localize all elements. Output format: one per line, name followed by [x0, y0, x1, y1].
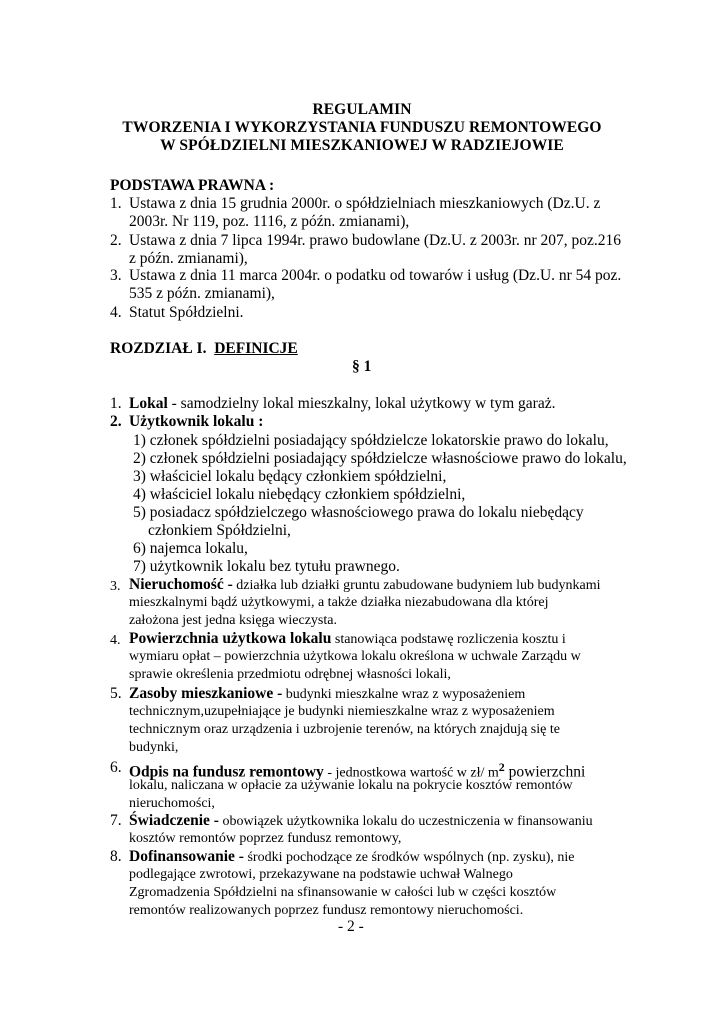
legal-item-text: Statut Spółdzielni. [129, 304, 244, 321]
definition-text: obowiązek użytkownika lokalu do uczestniczenia w finansowaniu [218, 814, 593, 829]
definition-text: sprawie określenia przedmiotu odrębnej własności lokali, [129, 667, 451, 682]
paragraph-symbol: § 1 [352, 358, 372, 375]
definition-term: Lokal [129, 395, 168, 412]
definition-text: technicznym oraz urządzenia i uzbrojenie terenów, na których znajdują się te [129, 722, 560, 737]
definition-term: Nieruchomość - [129, 576, 233, 593]
legal-item-text: z późn. zmianami), [129, 250, 248, 267]
chapter-heading [110, 340, 298, 358]
definition-text: założona jest jedna księga wieczysta. [129, 613, 337, 628]
definition-text: budynki mieszkalne wraz z wyposażeniem [282, 687, 526, 702]
definition-number: 8. [110, 848, 122, 865]
user-type-item: 4) właściciel lokalu niebędący członkiem spółdzielni, [133, 486, 466, 503]
definition-text: - samodzielny lokal mieszkalny, lokal użytkowy w tym garaż. [167, 395, 556, 412]
legal-item-text: 535 z późn. zmianami), [129, 285, 275, 302]
definition-text: kosztów remontów poprzez fundusz remontowy, [129, 831, 402, 846]
user-type-item: 1) członek spółdzielni posiadający spółdzielcze lokatorskie prawo do lokalu, [133, 432, 609, 449]
legal-item-text: Ustawa z dnia 11 marca 2004r. o podatku od towarów i usług (Dz.U. nr 54 poz. [129, 267, 622, 284]
definition-text: Zgromadzenia Spółdzielni na sfinansowanie w całości lub w części kosztów [129, 885, 557, 900]
definition-number: 2. [110, 413, 122, 430]
legal-item-text: Ustawa z dnia 7 lipca 1994r. prawo budowlane (Dz.U. z 2003r. nr 207, poz.216 [129, 232, 622, 249]
definition-dofinansowanie [129, 848, 574, 867]
user-type-item: 2) członek spółdzielni posiadający spółdzielcze własnościowe prawo do lokalu, [133, 450, 627, 467]
doc-subtitle-1: TWORZENIA I WYKORZYSTANIA FUNDUSZU REMONTOWEGO [122, 119, 602, 136]
user-type-item: 6) najemca lokalu, [133, 540, 248, 557]
user-type-item: 3) właściciel lokalu będący członkiem spółdzielni, [133, 468, 447, 485]
definition-nieruchomosc [129, 576, 601, 595]
doc-subtitle-2: W SPÓŁDZIELNI MIESZKANIOWEJ W RADZIEJOWIE [160, 137, 564, 154]
definition-text: wymiaru opłat – powierzchnia użytkowa lokalu określona w uchwale Zarządu w [129, 649, 581, 664]
user-type-item-continued: członkiem Spółdzielni, [148, 522, 291, 539]
chapter-name: DEFINICJE [214, 340, 298, 357]
definition-term: Użytkownik lokalu : [129, 413, 264, 430]
definition-text: stanowiąca podstawę rozliczenia kosztu i [331, 632, 566, 647]
definition-text: budynki, [129, 740, 179, 755]
superscript-two: 2 [498, 760, 505, 774]
definition-text: remontów realizowanych poprzez fundusz remontowy nieruchomości. [129, 903, 524, 918]
page-number: - 2 - [338, 918, 364, 935]
definition-text: powierzchni [504, 763, 586, 781]
definition-text: mieszkalnymi bądź użytkowymi, a także działka niezabudowana dla której [129, 595, 549, 610]
doc-title: REGULAMIN [312, 101, 412, 118]
definition-number: 1. [110, 395, 122, 412]
legal-item-number: 2. [110, 232, 122, 249]
definition-term: Świadczenie - [129, 812, 219, 829]
definition-term: Odpis na fundusz remontowy [129, 763, 324, 781]
definition-term: Zasoby mieszkaniowe - [129, 685, 283, 702]
definition-term: Powierzchnia użytkowa lokalu [129, 630, 332, 647]
definition-text: technicznym,uzupełniające je budynki niemieszkalne wraz z wyposażeniem [129, 704, 555, 719]
definition-text: działka lub działki gruntu zabudowane budyniem lub budynkami [232, 578, 601, 593]
chapter-prefix: ROZDZIAŁ I. [110, 340, 207, 357]
legal-item-number: 4. [110, 304, 122, 321]
definition-swiadczenie [129, 812, 593, 831]
legal-basis-heading: PODSTAWA PRAWNA : [110, 177, 275, 194]
user-type-item: 7) użytkownik lokalu bez tytułu prawnego. [133, 558, 400, 575]
definition-text: środki pochodzące ze środków wspólnych (np. zysku), nie [243, 850, 575, 865]
legal-item-number: 3. [110, 267, 122, 284]
definition-text: nieruchomości, [129, 796, 215, 811]
definition-number: 3. [110, 579, 121, 594]
definition-text: lokalu, naliczana w opłacie za używanie lokalu na pokrycie kosztów remontów [129, 778, 573, 793]
legal-item-text: Ustawa z dnia 15 grudnia 2000r. o spółdzielniach mieszkaniowych (Dz.U. z [129, 195, 601, 212]
definition-number: 4. [110, 633, 121, 648]
definition-number: 6. [110, 759, 122, 776]
legal-item-text: 2003r. Nr 119, poz. 1116, z późn. zmianami), [129, 213, 410, 230]
definition-number: 5. [110, 685, 122, 702]
definition-number: 7. [110, 812, 122, 829]
definition-term: Dofinansowanie - [129, 848, 244, 865]
definition-zasoby [129, 685, 525, 704]
legal-item-number: 1. [110, 195, 122, 212]
definition-powierzchnia [129, 630, 566, 649]
definition-lokal [129, 395, 555, 413]
definition-text: podlegające zwrotowi, przekazywane na podstawie uchwał Walnego [129, 867, 513, 882]
definition-text: - jednostkowa wartość w zł/ m [323, 765, 499, 781]
user-type-item: 5) posiadacz spółdzielczego własnościowego prawa do lokalu niebędący [133, 504, 584, 521]
